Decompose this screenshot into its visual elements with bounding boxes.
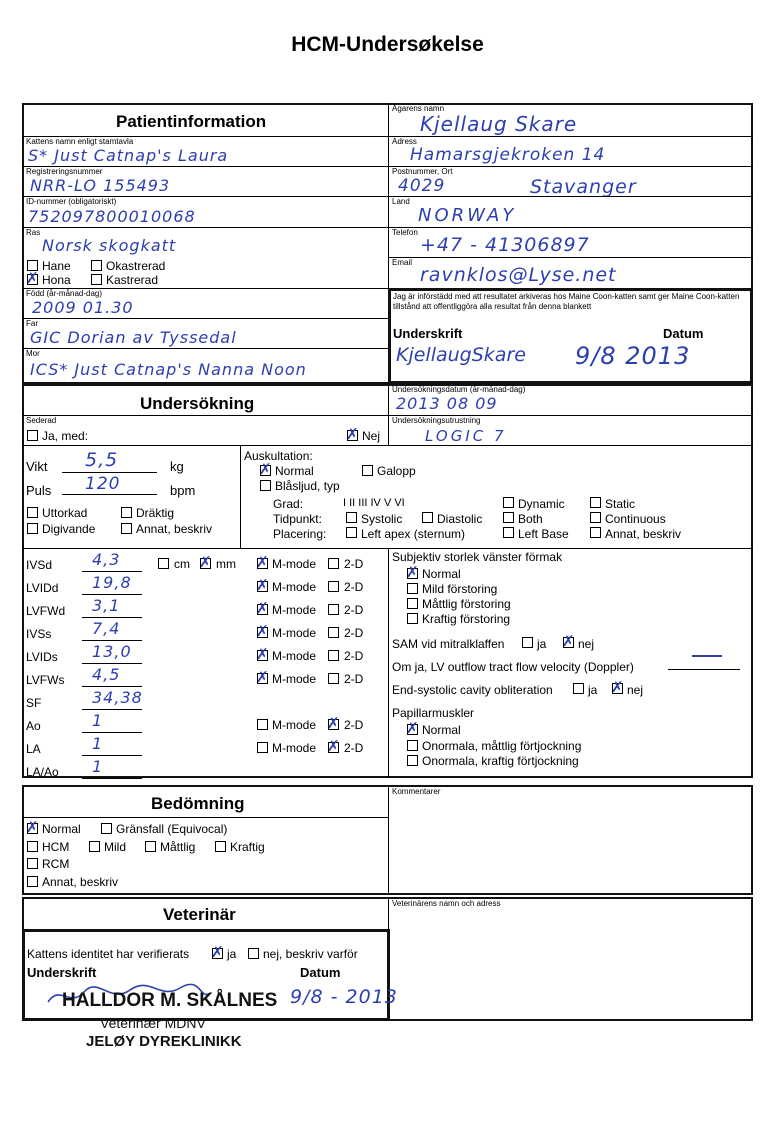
id-number-value: 752097800010068 [28,207,196,226]
consent-text: Jag är införstädd med att resultatet arkiveras hos Maine Coon-katten samt ger Maine Coon-katten tillstånd att offentliggöra alla resultat från denna blankett [393,292,740,311]
twod-label: 2-D [344,741,364,755]
meas-value-1: 19,8 [92,573,132,592]
meas-value-2: 3,1 [92,596,121,615]
meas-label-8: LA [26,742,41,756]
owner-address-value: Hamarsgjekroken 14 [410,145,606,165]
assess-mild-checkbox[interactable] [89,841,100,852]
meas-label-4: LVIDs [26,650,58,664]
cat-name-value: S* Just Catnap's Laura [28,146,229,165]
twod-checkbox[interactable] [328,719,339,730]
left-apex-checkbox[interactable] [346,527,357,538]
unit-mm-checkbox[interactable] [200,558,211,569]
auskultation-normal-checkbox[interactable] [260,465,271,476]
draktig-checkbox[interactable] [121,507,132,518]
twod-label: 2-D [344,603,364,617]
hona-checkbox[interactable] [27,274,38,285]
patient-heading: Patientinformation [116,112,267,131]
twod-checkbox[interactable] [328,604,339,615]
meas-value-8: 1 [92,734,104,753]
meas-label-1: LVIDd [26,581,59,595]
meas-underline [82,709,142,710]
twod-checkbox[interactable] [328,673,339,684]
static-checkbox[interactable] [590,497,601,508]
owner-date: 9/8 2013 [575,342,691,370]
meas-underline [82,732,142,733]
identity-ja-checkbox[interactable] [212,948,223,959]
sedated-no-checkbox[interactable] [347,430,358,441]
left-base-checkbox[interactable] [503,527,514,538]
meas-underline [82,617,142,618]
vet-heading: Veterinär [163,905,236,924]
unit-cm-label: cm [174,557,190,571]
mmode-checkbox[interactable] [257,650,268,661]
owner-signature: KjellaugSkare [396,344,526,366]
owner-name-value: Kjellaug Skare [420,112,578,136]
unit-mm-label: mm [216,557,236,571]
meas-value-4: 13,0 [92,642,132,661]
meas-underline [82,778,142,779]
twod-label: 2-D [344,557,364,571]
meas-value-3: 7,4 [92,619,121,638]
meas-label-3: IVSs [26,627,52,641]
twod-checkbox[interactable] [328,581,339,592]
mmode-checkbox[interactable] [257,604,268,615]
mmode-label: M-mode [272,649,317,663]
meas-value-7: 1 [92,711,104,730]
galopp-checkbox[interactable] [362,465,373,476]
pap-normal-checkbox[interactable] [407,724,418,735]
both-checkbox[interactable] [503,512,514,523]
exam-heading: Undersökning [140,394,255,413]
owner-phone-value: +47 - 41306897 [420,234,590,256]
mmode-label: M-mode [272,741,317,755]
twod-checkbox[interactable] [328,650,339,661]
mmode-checkbox[interactable] [257,719,268,730]
vet-date: 9/8 - 2013 [290,986,398,1008]
sam-nej-checkbox[interactable] [563,637,574,648]
meas-label-0: IVSd [26,558,53,572]
assess-kraftig-checkbox[interactable] [215,841,226,852]
twod-label: 2-D [344,580,364,594]
mmode-label: M-mode [272,580,317,594]
assessment-heading: Bedömning [151,794,245,813]
registration-value: NRR-LO 155493 [30,176,171,195]
vet-stamp-title: Veterinær MDNV [100,1015,206,1031]
digivande-checkbox[interactable] [27,523,38,534]
mmode-checkbox[interactable] [257,581,268,592]
mmode-label: M-mode [272,626,317,640]
owner-city-value: Stavanger [530,176,637,198]
page-title: HCM-Undersøkelse [291,33,484,56]
pap-mattlig-checkbox[interactable] [407,740,418,751]
assess-hcm-checkbox[interactable] [27,841,38,852]
systolic-checkbox[interactable] [346,512,357,523]
meas-underline [82,594,142,595]
mmode-checkbox[interactable] [257,627,268,638]
owner-email-value: ravnklos@Lyse.net [420,264,617,286]
father-value: GIC Dorian av Tyssedal [30,328,237,347]
twod-label: 2-D [344,672,364,686]
meas-underline [82,640,142,641]
weight-value: 5,5 [85,449,119,471]
sam-ja-checkbox[interactable] [522,637,533,648]
subj-mild-checkbox[interactable] [407,583,418,594]
born-value: 2009 01.30 [32,298,134,317]
identity-nej-checkbox[interactable] [248,948,259,959]
meas-value-5: 4,5 [92,665,121,684]
exam-date-value: 2013 08 09 [396,394,498,413]
blasljud-checkbox[interactable] [260,480,271,491]
owner-postal-value: 4029 [398,176,446,196]
subj-mattlig-checkbox[interactable] [407,598,418,609]
meas-label-9: LA/Ao [26,765,59,779]
meas-underline [82,571,142,572]
mmode-label: M-mode [272,672,317,686]
twod-label: 2-D [344,649,364,663]
mmode-label: M-mode [272,557,317,571]
assess-rcm-checkbox[interactable] [27,858,38,869]
meas-value-6: 34,38 [92,688,143,707]
mmode-checkbox[interactable] [257,558,268,569]
subj-normal-checkbox[interactable] [407,568,418,579]
vet-stamp-clinic: JELØY DYREKLINIKK [86,1033,242,1050]
outflow-dash [692,655,722,657]
twod-checkbox[interactable] [328,742,339,753]
breed-value: Norsk skogkatt [42,236,177,255]
meas-underline [82,663,142,664]
assess-annat-checkbox[interactable] [27,876,38,887]
meas-label-6: SF [26,696,42,710]
meas-label-7: Ao [26,719,41,733]
annat-checkbox[interactable] [121,523,132,534]
assess-mattlig-checkbox[interactable] [145,841,156,852]
subj-kraftig-checkbox[interactable] [407,613,418,624]
meas-label-2: LVFWd [26,604,66,618]
mother-value: ICS* Just Catnap's Nanna Noon [30,360,307,379]
unit-cm-checkbox[interactable] [158,558,169,569]
twod-label: 2-D [344,626,364,640]
continuous-checkbox[interactable] [590,512,601,523]
assess-gransfall-checkbox[interactable] [101,823,112,834]
oblit-ja-checkbox[interactable] [573,683,584,694]
meas-value-0: 4,3 [92,550,121,569]
mmode-checkbox[interactable] [257,742,268,753]
dynamic-checkbox[interactable] [503,497,514,508]
meas-underline [82,755,142,756]
sedated-yes-checkbox[interactable] [27,430,38,441]
meas-value-9: 1 [92,757,104,776]
assess-normal-checkbox[interactable] [27,823,38,834]
okastrerad-checkbox[interactable] [91,260,102,271]
twod-checkbox[interactable] [328,558,339,569]
twod-label: 2-D [344,718,364,732]
oblit-nej-checkbox[interactable] [612,683,623,694]
twod-checkbox[interactable] [328,627,339,638]
owner-country-value: NORWAY [418,205,517,226]
vet-stamp-name: HALLDOR M. SKÅLNES [62,990,278,1011]
meas-underline [82,686,142,687]
mmode-label: M-mode [272,603,317,617]
pulse-value: 120 [85,474,121,494]
mmode-label: M-mode [272,718,317,732]
pap-kraftig-checkbox[interactable] [407,755,418,766]
equipment-value: LOGIC 7 [425,427,507,445]
annat2-checkbox[interactable] [590,527,601,538]
uttorkad-checkbox[interactable] [27,507,38,518]
meas-label-5: LVFWs [26,673,65,687]
diastolic-checkbox[interactable] [422,512,433,523]
kastrerad-checkbox[interactable] [91,274,102,285]
mmode-checkbox[interactable] [257,673,268,684]
